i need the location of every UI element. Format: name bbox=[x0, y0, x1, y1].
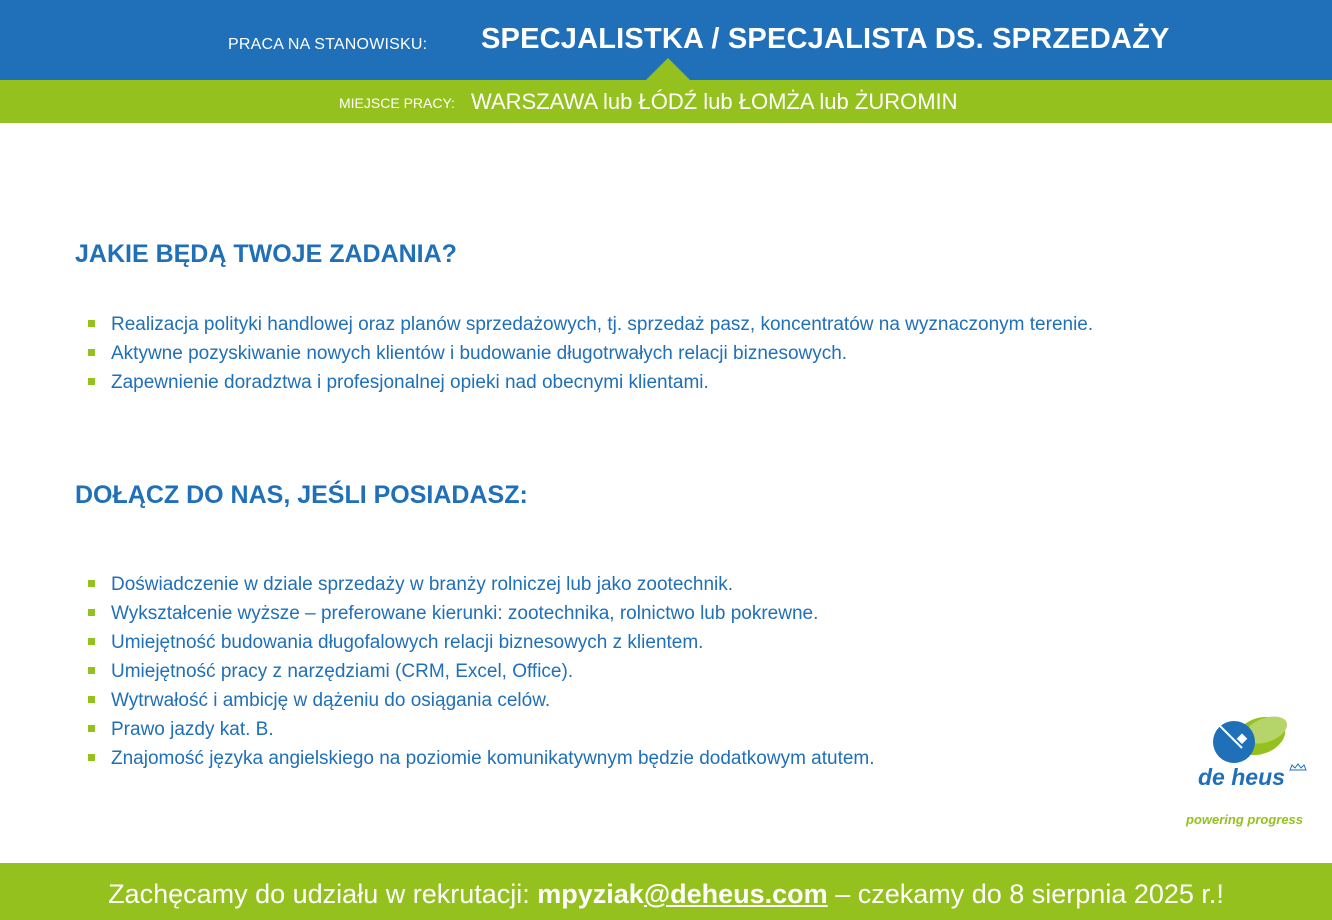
list-item-text: Wytrwałość i ambicję w dążeniu do osiągania celów. bbox=[111, 690, 551, 711]
list-item-text: Zapewnienie doradztwa i profesjonalnej opieki nad obecnymi klientami. bbox=[111, 372, 709, 393]
list-item bbox=[86, 310, 1093, 339]
footer-intro: Zachęcamy do udziału w rekrutacji: bbox=[108, 879, 538, 909]
list-item bbox=[86, 339, 1093, 368]
bullet-icon bbox=[88, 725, 95, 732]
email-user: mpyziak bbox=[537, 879, 644, 909]
bullet-icon bbox=[88, 378, 95, 385]
bullet-icon bbox=[88, 638, 95, 645]
position-label: PRACA NA STANOWISKU: bbox=[228, 36, 428, 53]
contact-email-link[interactable] bbox=[537, 879, 827, 909]
list-item-text: Aktywne pozyskiwanie nowych klientów i budowanie długotrwałych relacji biznesowych. bbox=[111, 343, 848, 364]
list-item bbox=[86, 368, 1093, 397]
bullet-icon bbox=[88, 609, 95, 616]
list-item-text: Realizacja polityki handlowej oraz planów sprzedażowych, tj. sprzedaż pasz, koncentratów na wyznaczonym terenie. bbox=[111, 314, 1094, 335]
requirements-heading: DOŁĄCZ DO NAS, JEŚLI POSIADASZ: bbox=[75, 481, 528, 509]
footer-outro: – czekamy do 8 sierpnia 2025 r.! bbox=[827, 879, 1224, 909]
list-item bbox=[86, 599, 875, 628]
logo-tagline: powering progress bbox=[1186, 812, 1304, 827]
list-item bbox=[86, 715, 875, 744]
list-item bbox=[86, 570, 875, 599]
location-value: WARSZAWA lub ŁÓDŹ lub ŁOMŻA lub ŻUROMIN bbox=[471, 89, 958, 114]
footer-bar bbox=[0, 863, 1332, 920]
list-item-text: Umiejętność pracy z narzędziami (CRM, Excel, Office). bbox=[111, 661, 574, 682]
list-item-text: Doświadczenie w dziale sprzedaży w branży rolniczej lub jako zootechnik. bbox=[111, 574, 734, 595]
list-item bbox=[86, 657, 875, 686]
bullet-icon bbox=[88, 320, 95, 327]
list-item-text: Umiejętność budowania długofalowych relacji biznesowych z klientem. bbox=[111, 632, 704, 653]
header-location-bar bbox=[0, 80, 1332, 123]
bullet-icon bbox=[88, 754, 95, 761]
location-label: MIEJSCE PRACY: bbox=[339, 95, 455, 111]
footer-text bbox=[108, 879, 1224, 910]
list-item bbox=[86, 628, 875, 657]
list-item bbox=[86, 744, 875, 773]
tasks-list bbox=[86, 310, 1093, 397]
bullet-icon bbox=[88, 580, 95, 587]
bullet-icon bbox=[88, 349, 95, 356]
position-title: SPECJALISTKA / SPECJALISTA DS. SPRZEDAŻY bbox=[481, 23, 1170, 55]
logo-brand: de heus bbox=[1198, 764, 1285, 790]
requirements-list bbox=[86, 570, 875, 773]
header-pointer-triangle bbox=[646, 58, 690, 80]
list-item-text: Wykształcenie wyższe – preferowane kierunki: zootechnika, rolnictwo lub pokrewne. bbox=[111, 603, 819, 624]
email-domain: @deheus.com bbox=[643, 879, 828, 909]
list-item-text: Znajomość języka angielskiego na poziomie komunikatywnym będzie dodatkowym atutem. bbox=[111, 748, 875, 769]
list-item bbox=[86, 686, 875, 715]
bullet-icon bbox=[88, 696, 95, 703]
bullet-icon bbox=[88, 667, 95, 674]
list-item-text: Prawo jazdy kat. B. bbox=[111, 719, 274, 740]
company-logo bbox=[1180, 712, 1310, 830]
tasks-heading: JAKIE BĘDĄ TWOJE ZADANIA? bbox=[75, 240, 457, 268]
